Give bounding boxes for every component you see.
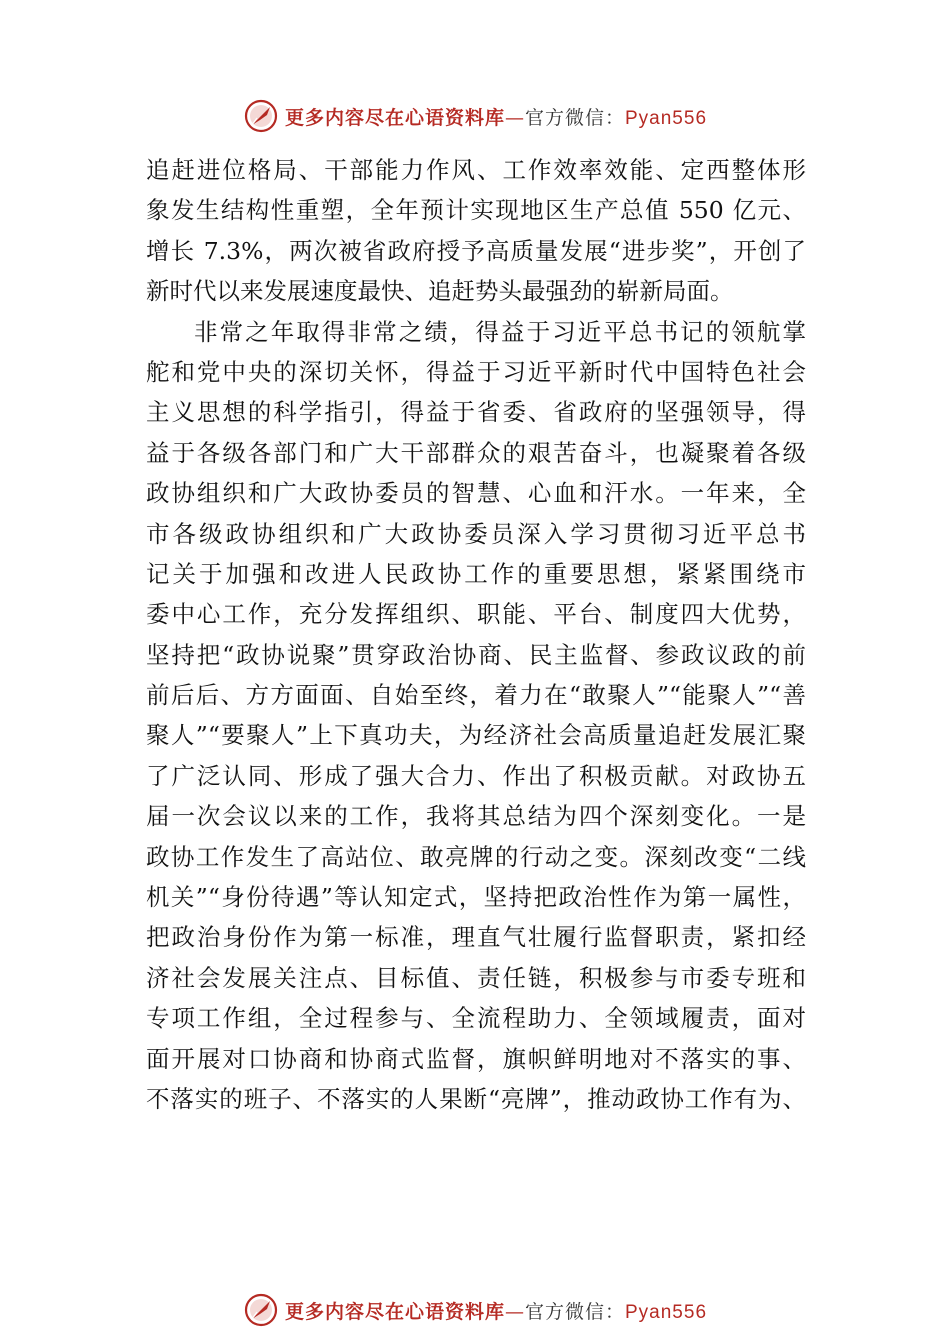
document-body <box>146 150 806 1119</box>
text-line-paragraph-start: 非常之年取得非常之绩，得益于习近平总书记的领航掌 <box>194 317 806 346</box>
text-line: 益于各级各部门和广大干部群众的艰苦奋斗，也凝聚着各级 <box>146 438 806 467</box>
text-line: 象发生结构性重塑，全年预计实现地区生产总值 550 亿元、 <box>146 196 806 225</box>
text-line: 专项工作组，全过程参与、全流程助力、全领域履责，面对 <box>146 1004 806 1033</box>
footer-wechat-label: 官方微信： <box>524 1300 625 1323</box>
text-line: 机关”“身份待遇”等认知定式，坚持把政治性作为第一属性， <box>146 883 806 912</box>
text-line: 济社会发展关注点、目标值、责任链，积极参与市委专班和 <box>146 963 806 992</box>
quill-seal-logo-icon <box>243 1292 279 1328</box>
text-line: 市各级政协组织和广大政协委员深入学习贯彻习近平总书 <box>146 519 806 548</box>
text-line: 坚持把“政协说聚”贯穿政治协商、民主监督、参政议政的前 <box>146 640 806 669</box>
text-line: 聚人”“要聚人”上下真功夫，为经济社会高质量追赶发展汇聚 <box>146 721 806 750</box>
text-line: 把政治身份作为第一标准，理直气壮履行监督职责，紧扣经 <box>146 923 806 952</box>
header-dash: — <box>504 106 525 129</box>
text-line: 主义思想的科学指引，得益于省委、省政府的坚强领导，得 <box>146 398 806 427</box>
text-line: 增长 7.3%，两次被省政府授予高质量发展“进步奖”，开创了 <box>146 236 806 265</box>
footer-text <box>285 1297 707 1324</box>
header-text <box>285 103 707 130</box>
text-line: 记关于加强和改进人民政协工作的重要思想，紧紧围绕市 <box>146 559 806 588</box>
footer-wechat-id: Pyan556 <box>625 1301 708 1323</box>
text-line: 了广泛认同、形成了强大合力、作出了积极贡献。对政协五 <box>146 761 806 790</box>
text-line: 面开展对口协商和协商式监督，旗帜鲜明地对不落实的事、 <box>146 1044 806 1073</box>
text-line: 届一次会议以来的工作，我将其总结为四个深刻变化。一是 <box>146 802 806 831</box>
header-wechat-label: 官方微信： <box>524 106 625 129</box>
footer-dash: — <box>504 1300 525 1323</box>
text-line: 政协组织和广大政协委员的智慧、心血和汗水。一年来，全 <box>146 479 806 508</box>
text-line: 委中心工作，充分发挥组织、职能、平台、制度四大优势， <box>146 600 806 629</box>
text-line: 政协工作发生了高站位、敢亮牌的行动之变。深刻改变“二线 <box>146 842 806 871</box>
text-line: 追赶进位格局、干部能力作风、工作效率效能、定西整体形 <box>146 156 806 184</box>
header-brand: 更多内容尽在心语资料库 <box>284 106 505 129</box>
header-wechat-id: Pyan556 <box>625 107 708 129</box>
footer-banner <box>0 1290 950 1330</box>
text-line: 不落实的班子、不落实的人果断“亮牌”，推动政协工作有为、 <box>146 1084 806 1113</box>
header-banner <box>0 96 950 136</box>
text-line: 前后后、方方面面、自始至终，着力在“敢聚人”“能聚人”“善 <box>146 681 806 710</box>
text-line: 新时代以来发展速度最快、追赶势头最强劲的崭新局面。 <box>146 277 734 306</box>
text-line: 舵和党中央的深切关怀，得益于习近平新时代中国特色社会 <box>146 357 806 386</box>
footer-brand: 更多内容尽在心语资料库 <box>284 1300 505 1323</box>
quill-seal-logo-icon <box>243 98 279 134</box>
